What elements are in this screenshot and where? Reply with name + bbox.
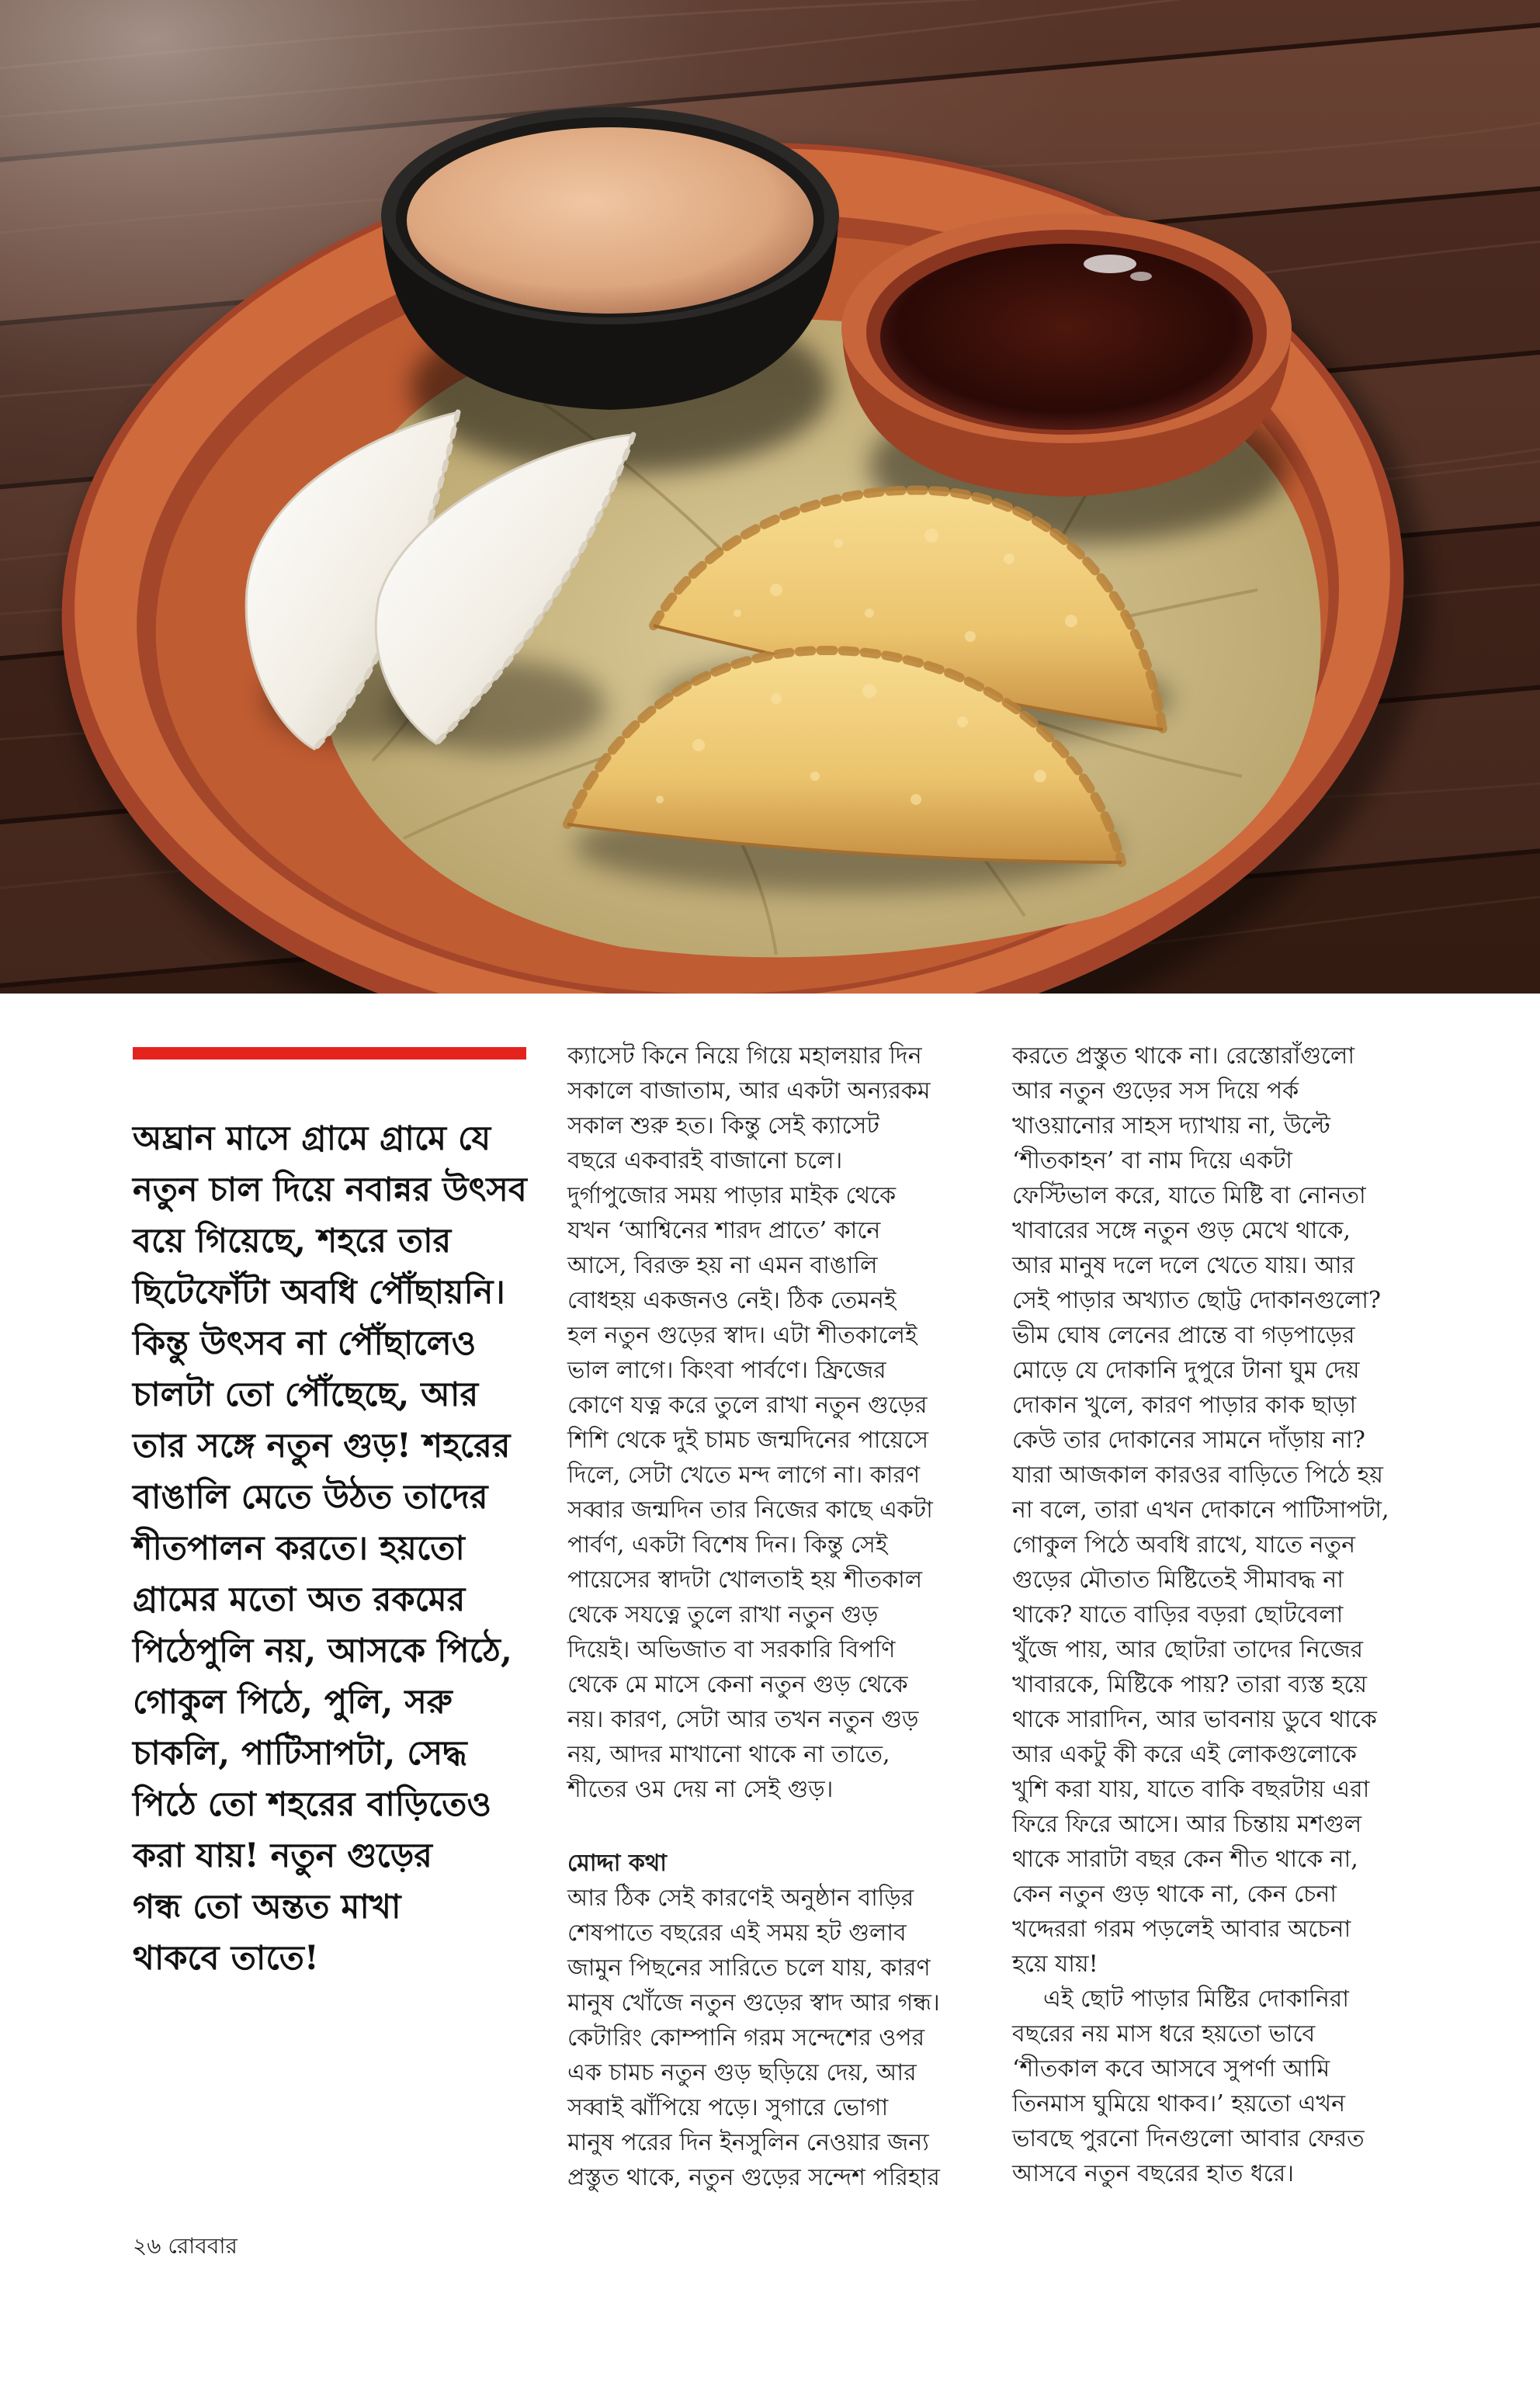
text-line: কোণে যত্ন করে তুলে রাখা নতুন গুড়ের	[567, 1392, 928, 1419]
text-line: ফিরে ফিরে আসে। আর চিন্তায় মশগুল	[1012, 1811, 1362, 1838]
paragraph	[567, 1881, 973, 2195]
pull-quote-line: থাকবে তাতে!	[133, 1939, 319, 1978]
text-line: আসে, বিরক্ত হয় না এমন বাঙালি	[567, 1252, 878, 1279]
nolen-gur-syrup	[880, 244, 1253, 430]
pull-quote-line: পিঠে তো শহরের বাড়িতেও	[133, 1785, 492, 1824]
text-line: খাবারকে, মিষ্টিকে পায়? তারা ব্যস্ত হয়ে	[1012, 1671, 1368, 1698]
text-line: ‘শীতকাহন’ বা নাম দিয়ে একটা	[1012, 1147, 1293, 1174]
text-line: আসবে নতুন বছরের হাত ধরে।	[1012, 2160, 1295, 2187]
pull-quote-line: তার সঙ্গে নতুন গুড়! শহরের	[133, 1427, 511, 1465]
food-photo-illustration	[0, 0, 1540, 994]
text-line: ‘শীতকাল কবে আসবে সুপর্ণা আমি	[1012, 2055, 1330, 2083]
text-line: বছরের নয় মাস ধরে হয়তো ভাবে	[1012, 2020, 1316, 2048]
text-line: আর মানুষ দলে দলে খেতে যায়। আর	[1012, 1252, 1355, 1279]
text-line: না বলে, তারা এখন দোকানে পাটিসাপটা,	[1012, 1496, 1389, 1524]
text-line: খদ্দেররা গরম পড়লেই আবার অচেনা	[1012, 1916, 1351, 1943]
text-line: ভাল লাগে। কিংবা পার্বণে। ফ্রিজের	[567, 1357, 886, 1384]
text-line: আর নতুন গুড়ের সস দিয়ে পর্ক	[1012, 1077, 1299, 1105]
text-line: গোকুল পিঠে অবধি রাখে, যাতে নতুন	[1012, 1531, 1356, 1559]
text-line: থেকে মে মাসে কেনা নতুন গুড় থেকে	[567, 1671, 908, 1698]
text-line: কেউ তার দোকানের সামনে দাঁড়ায় না?	[1012, 1427, 1365, 1454]
text-line: এক চামচ নতুন গুড় ছড়িয়ে দেয়, আর	[567, 2059, 917, 2086]
text-line: ফেস্টিভাল করে, যাতে মিষ্টি বা নোনতা	[1012, 1182, 1366, 1209]
text-line: নয়, আদর মাখানো থাকে না তাতে,	[567, 1741, 890, 1768]
text-line: মানুষ খোঁজে নতুন গুড়ের স্বাদ আর গন্ধ।	[567, 1989, 940, 2017]
text-line: যারা আজকাল কারওর বাড়িতে পিঠে হয়	[1012, 1462, 1383, 1489]
page-number: ২৬	[133, 2233, 161, 2259]
text-line: শেষপাতে বছরের এই সময় হট গুলাব	[567, 1920, 907, 1947]
text-line: মানুষ পরের দিন ইনসুলিন নেওয়ার জন্য	[567, 2129, 929, 2156]
pull-quote-line: শীতপালন করতে। হয়তো	[133, 1529, 465, 1568]
text-line: গুড়ের মৌতাত মিষ্টিতেই সীমাবদ্ধ না	[1012, 1566, 1344, 1594]
text-line: থাকে সারাদিন, আর ভাবনায় ডুবে থাকে	[1012, 1706, 1377, 1733]
text-line: থাকে সারাটা বছর কেন শীত থাকে না,	[1012, 1846, 1358, 1873]
article-column-1	[567, 1039, 973, 2195]
text-line: দুর্গাপুজোর সময় পাড়ার মাইক থেকে	[567, 1182, 897, 1209]
pull-quote-line: চালটা তো পৌঁছেছে, আর	[133, 1375, 479, 1414]
syrup-highlight	[1084, 255, 1136, 273]
paragraph	[1012, 1039, 1389, 1982]
text-line: ক্যাসেট কিনে নিয়ে গিয়ে মহালয়ার দিন	[567, 1042, 922, 1070]
pull-quote-line: কিন্তু উৎসব না পৌঁছালেও	[133, 1324, 477, 1363]
pull-quote-line: করা যায়! নতুন গুড়ের	[133, 1836, 432, 1875]
text-line: দোকান খুলে, কারণ পাড়ার কাক ছাড়া	[1012, 1392, 1357, 1419]
text-line: প্রস্তুত থাকে, নতুন গুড়ের সন্দেশ পরিহার	[567, 2164, 940, 2191]
payesh	[407, 127, 813, 314]
text-line: দিলে, সেটা খেতে মন্দ লাগে না। কারণ	[567, 1462, 921, 1489]
text-line: তিনমাস ঘুমিয়ে থাকব।’ হয়তো এখন	[1012, 2090, 1346, 2117]
text-line: কেন নতুন গুড় থাকে না, কেন চেনা	[1012, 1881, 1337, 1908]
paragraph	[567, 1039, 973, 1807]
page-footer	[133, 2231, 238, 2262]
pull-quote-line: গন্ধ তো অন্তত মাখা	[133, 1888, 401, 1927]
subheading: মোদ্দা কথা	[567, 1850, 667, 1877]
text-line: আর ঠিক সেই কারণেই অনুষ্ঠান বাড়ির	[567, 1885, 914, 1912]
text-line: পার্বণ, একটা বিশেষ দিন। কিন্তু সেই	[567, 1531, 888, 1559]
text-line: বছরে একবারই বাজানো চলে।	[567, 1147, 843, 1174]
text-line: খুশি করা যায়, যাতে বাকি বছরটায় এরা	[1012, 1776, 1370, 1803]
text-line: দিয়েই। অভিজাত বা সরকারি বিপণি	[567, 1636, 896, 1663]
text-line: নয়। কারণ, সেটা আর তখন নতুন গুড়	[567, 1706, 919, 1733]
text-line: ভীম ঘোষ লেনের প্রান্তে বা গড়পাড়ের	[1012, 1322, 1355, 1349]
text-line: সব্বাই ঝাঁপিয়ে পড়ে। সুগারে ভোগা	[567, 2094, 889, 2121]
text-line: সকালে বাজাতাম, আর একটা অন্যরকম	[567, 1077, 931, 1105]
text-line: খাবারের সঙ্গে নতুন গুড় মেখে থাকে,	[1012, 1217, 1351, 1244]
text-line: পায়েসের স্বাদটা খোলতাই হয় শীতকাল	[567, 1566, 923, 1594]
text-line: খাওয়ানোর সাহস দ্যাখায় না, উল্টে	[1012, 1112, 1330, 1139]
article-column-2	[1012, 1039, 1389, 2191]
text-line: আর একটু কী করে এই লোকগুলোকে	[1012, 1741, 1357, 1768]
text-line: কেটারিং কোম্পানি গরম সন্দেশের ওপর	[567, 2024, 925, 2051]
pull-quote-line: নতুন চাল দিয়ে নবান্নর উৎসব	[133, 1170, 527, 1209]
pull-quote	[133, 1113, 544, 1984]
text-line: যখন ‘আশ্বিনের শারদ প্রাতে’ কানে	[567, 1217, 881, 1244]
text-line: হয়ে যায়!	[1012, 1951, 1098, 1978]
text-line: জামুন পিছনের সারিতে চলে যায়, কারণ	[567, 1954, 931, 1982]
text-line: করতে প্রস্তুত থাকে না। রেস্তোরাঁগুলো	[1012, 1042, 1355, 1070]
pull-quote-line: অঘ্রান মাসে গ্রামে গ্রামে যে	[133, 1119, 491, 1158]
text-line: শিশি থেকে দুই চামচ জন্মদিনের পায়েসে	[567, 1427, 929, 1454]
text-line: সকাল শুরু হত। কিন্তু সেই ক্যাসেট	[567, 1112, 879, 1139]
text-line: ভাবছে পুরনো দিনগুলো আবার ফেরত	[1012, 2125, 1365, 2152]
text-line: থাকে? যাতে বাড়ির বড়রা ছোটবেলা	[1012, 1601, 1344, 1628]
pull-quote-line: গ্রামের মতো অত রকমের	[133, 1580, 466, 1619]
pull-quote-line: বয়ে গিয়েছে, শহরে তার	[133, 1222, 452, 1261]
pull-quote-line: বাঙালি মেতে উঠত তাদের	[133, 1478, 488, 1517]
pull-quote-line: গোকুল পিঠে, পুলি, সরু	[133, 1683, 453, 1722]
publication-name: রোববার	[168, 2233, 238, 2259]
food-photo	[0, 0, 1540, 994]
pull-quote-line: চাকলি, পাটিসাপটা, সেদ্ধ	[133, 1734, 467, 1773]
text-line: থেকে সযত্নে তুলে রাখা নতুন গুড়	[567, 1601, 879, 1628]
text-line: খুঁজে পায়, আর ছোটরা তাদের নিজের	[1012, 1636, 1364, 1663]
paragraph	[1012, 1982, 1389, 2191]
pull-quote-line: পিঠেপুলি নয়, আসকে পিঠে,	[133, 1632, 512, 1670]
pull-quote-line: ছিটেফোঁটা অবধি পৌঁছায়নি।	[133, 1273, 505, 1312]
text-line: শীতের ওম দেয় না সেই গুড়।	[567, 1776, 834, 1803]
text-line: সেই পাড়ার অখ্যাত ছোট্ট দোকানগুলো?	[1012, 1287, 1382, 1314]
text-line: বোধহয় একজনও নেই। ঠিক তেমনই	[567, 1287, 897, 1314]
text-line: মোড়ে যে দোকানি দুপুরে টানা ঘুম দেয়	[1012, 1357, 1360, 1384]
text-line: হল নতুন গুড়ের স্বাদ। এটা শীতকালেই	[567, 1322, 917, 1349]
syrup-highlight	[1130, 272, 1152, 281]
accent-bar	[133, 1047, 526, 1060]
text-line: সব্বার জন্মদিন তার নিজের কাছে একটা	[567, 1496, 933, 1524]
text-line: এই ছোট পাড়ার মিষ্টির দোকানিরা	[1043, 1985, 1349, 2013]
